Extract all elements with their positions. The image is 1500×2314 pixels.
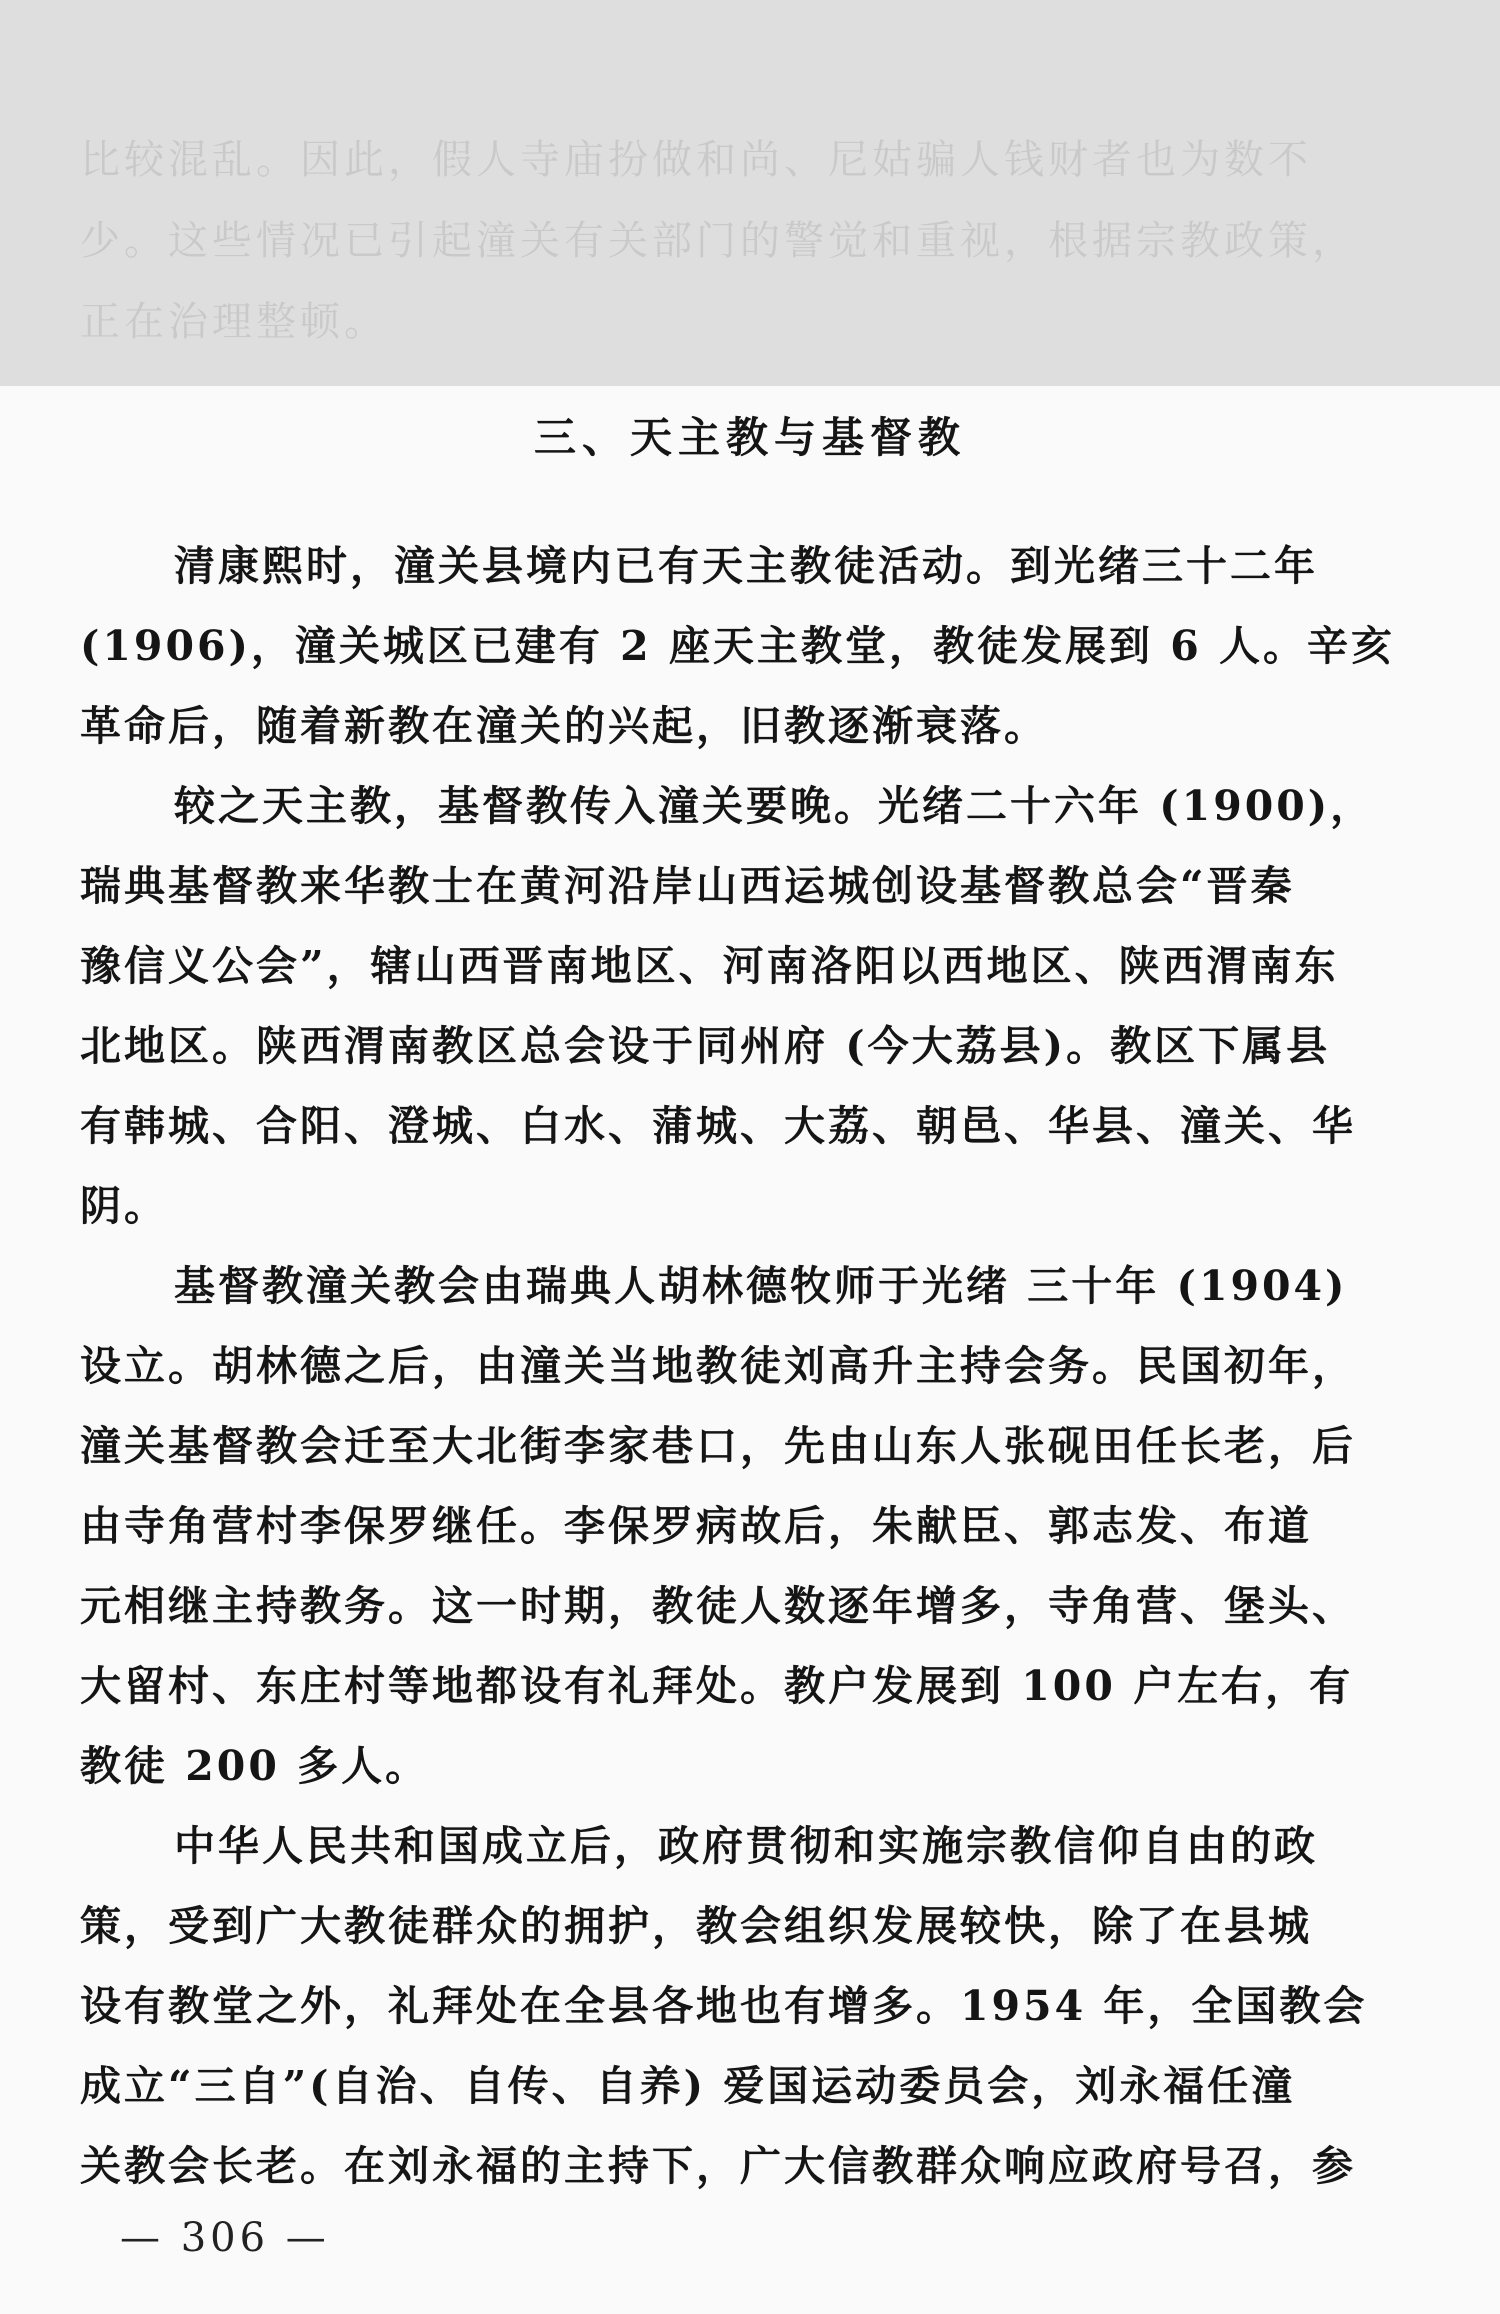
text-line: 基督教潼关教会由瑞典人胡林德牧师于光绪 三十年 (1904) xyxy=(174,1262,1348,1310)
text-line: 成立“三自”(自治、自传、自养) 爱国运动委员会，刘永福任潼 xyxy=(80,2062,1296,2110)
paragraph-catholic xyxy=(80,526,1420,766)
text-line: 大留村、东庄村等地都设有礼拜处。教户发展到 100 户左右，有 xyxy=(80,1662,1354,1710)
page-number: — 306 — xyxy=(120,2215,330,2261)
faded-line: 正在治理整顿。 xyxy=(80,299,388,345)
text-line: (1906)，潼关城区已建有 2 座天主教堂，教徒发展到 6 人。辛亥 xyxy=(80,622,1396,670)
text-line: 教徒 200 多人。 xyxy=(80,1742,430,1790)
faded-previous-text xyxy=(0,0,1500,386)
text-line: 元相继主持教务。这一时期，教徒人数逐年增多，寺角营、堡头、 xyxy=(80,1582,1356,1630)
text-line: 关教会长老。在刘永福的主持下，广大信教群众响应政府号召，参 xyxy=(80,2142,1356,2190)
text-line: 由寺角营村李保罗继任。李保罗病故后，朱献臣、郭志发、布道 xyxy=(80,1502,1312,1550)
paragraph-protestant-intro xyxy=(80,766,1420,1246)
text-line: 潼关基督教会迁至大北街李家巷口，先由山东人张砚田任长老，后 xyxy=(80,1422,1356,1470)
section-title: 三、天主教与基督教 xyxy=(533,413,966,462)
text-line: 有韩城、合阳、澄城、白水、蒲城、大荔、朝邑、华县、潼关、华 xyxy=(80,1102,1356,1150)
text-line: 清康熙时，潼关县境内已有天主教徒活动。到光绪三十二年 xyxy=(174,542,1318,590)
text-line: 豫信义公会”，辖山西晋南地区、河南洛阳以西地区、陕西渭南东 xyxy=(80,942,1339,990)
faded-line: 少。这些情况已引起潼关有关部门的警觉和重视，根据宗教政策， xyxy=(80,218,1356,264)
text-line: 设立。胡林德之后，由潼关当地教徒刘高升主持会务。民国初年， xyxy=(80,1342,1356,1390)
text-line: 北地区。陕西渭南教区总会设于同州府 (今大荔县)。教区下属县 xyxy=(80,1022,1331,1070)
faded-line: 比较混乱。因此，假人寺庙扮做和尚、尼姑骗人钱财者也为数不 xyxy=(80,137,1312,183)
paragraph-tongguan-church xyxy=(80,1246,1420,1806)
text-line: 瑞典基督教来华教士在黄河沿岸山西运城创设基督教总会“晋秦 xyxy=(80,862,1295,910)
text-line: 中华人民共和国成立后，政府贯彻和实施宗教信仰自由的政 xyxy=(174,1822,1318,1870)
text-line: 设有教堂之外，礼拜处在全县各地也有增多。1954 年，全国教会 xyxy=(80,1982,1368,2030)
text-line: 策，受到广大教徒群众的拥护，教会组织发展较快，除了在县城 xyxy=(80,1902,1312,1950)
paragraph-post-1949 xyxy=(80,1806,1420,2206)
body-text xyxy=(80,526,1420,2206)
text-line: 革命后，随着新教在潼关的兴起，旧教逐渐衰落。 xyxy=(80,702,1048,750)
text-line: 较之天主教，基督教传入潼关要晚。光绪二十六年 (1900)， xyxy=(174,782,1375,830)
text-line: 阴。 xyxy=(80,1182,168,1230)
